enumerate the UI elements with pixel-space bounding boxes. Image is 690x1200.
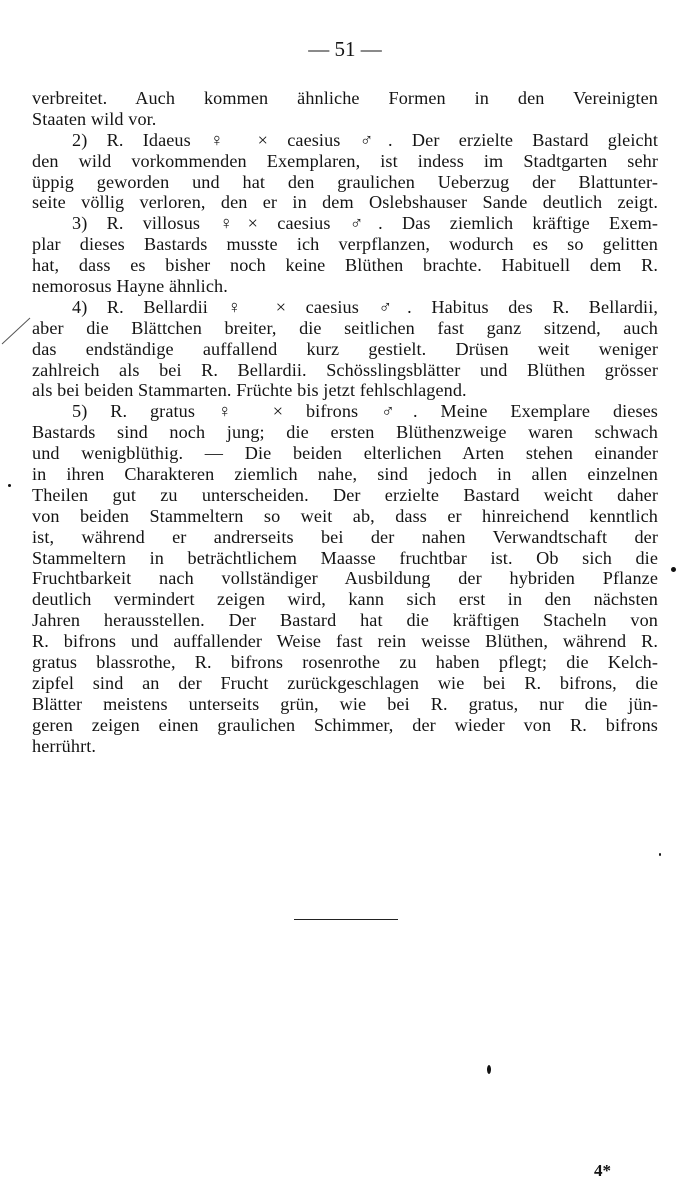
text-line: zipfel sind an der Frucht zurückgeschlagen wie bei R. bifrons, die [32, 672, 658, 693]
text-line: verbreitet. Auch kommen ähnliche Formen in den Vereinigten [32, 88, 658, 108]
ink-speck [659, 853, 661, 856]
text-line: ist, während er andrerseits bei der nahen Verwandtschaft der [32, 526, 658, 547]
text-line: plar dieses Bastards musste ich verpflanzen, wodurch es so gelitten [32, 234, 658, 255]
text-line: und wenigblüthig. — Die beiden elterlichen Arten stehen einander [32, 443, 658, 464]
text-line: als bei beiden Stammarten. Früchte bis jetzt fehlschlagend. [32, 380, 467, 401]
body-text [32, 88, 658, 757]
text-line: zahlreich als bei R. Bellardii. Schösslingsblätter und Blüthen grösser [32, 359, 658, 380]
text-line-hybrid-5: 5) R. gratus ♀ × bifrons ♂. Meine Exemplare dieses [72, 401, 658, 422]
printer-signature: 4* [594, 1161, 611, 1180]
text-line: von beiden Stammeltern so weit ab, dass er hinreichend kenntlich [32, 505, 658, 526]
text-line-hybrid-3: 3) R. villosus ♀× caesius ♂. Das ziemlich kräftige Exem- [72, 213, 658, 234]
text-line: hat, dass es bisher noch keine Blüthen brachte. Habituell dem R. [32, 255, 658, 276]
margin-pencil-mark [0, 316, 34, 346]
text-line: aber die Blättchen breiter, die seitlichen fast ganz sitzend, auch [32, 317, 658, 338]
section-divider [294, 919, 398, 920]
text-line: herrührt. [32, 735, 97, 756]
text-line: deutlich vermindert zeigen wird, kann sich erst in den nächsten [32, 589, 658, 610]
text-line: Stammeltern in beträchtlichem Maasse fruchtbar ist. Ob sich die [32, 547, 658, 568]
text-line: Bastards sind noch jung; die ersten Blüthenzweige waren schwach [32, 422, 658, 443]
text-line: Jahren herausstellen. Der Bastard hat die kräftigen Stacheln von [32, 610, 658, 631]
text-line: nemorosus Hayne ähnlich. [32, 276, 228, 297]
text-line: Staaten wild vor. [32, 108, 157, 129]
text-line: den wild vorkommenden Exemplaren, ist indess im Stadtgarten sehr [32, 150, 658, 171]
text-line: gratus blassrothe, R. bifrons rosenrothe zu haben pflegt; die Kelch- [32, 652, 658, 673]
text-line: Blätter meistens unterseits grün, wie bei R. gratus, nur die jün- [32, 693, 658, 714]
text-line: R. bifrons und auffallender Weise fast rein weisse Blüthen, während R. [32, 631, 658, 652]
text-line: Theilen gut zu unterscheiden. Der erzielte Bastard weicht daher [32, 484, 658, 505]
text-line: Fruchtbarkeit nach vollständiger Ausbildung der hybriden Pflanze [32, 568, 658, 589]
text-line-hybrid-2: 2) R. Idaeus ♀ × caesius ♂. Der erzielte Bastard gleicht [72, 129, 658, 150]
text-line-hybrid-4: 4) R. Bellardii ♀ × caesius ♂. Habitus des R. Bellardii, [72, 296, 658, 317]
ink-speck [8, 484, 11, 487]
page-number: — 51 — [308, 37, 382, 61]
ink-speck [487, 1065, 491, 1074]
ink-speck [671, 567, 676, 572]
text-line: üppig geworden und hat den graulichen Ueberzug der Blattunter- [32, 171, 658, 192]
text-line: seite völlig verloren, den er in dem Oslebshauser Sande deutlich zeigt. [32, 192, 658, 213]
text-line: in ihren Charakteren ziemlich nahe, sind jedoch in allen einzelnen [32, 464, 658, 485]
text-line: geren zeigen einen graulichen Schimmer, der wieder von R. bifrons [32, 714, 658, 735]
text-line: das endständige auffallend kurz gestielt. Drüsen weit weniger [32, 338, 658, 359]
